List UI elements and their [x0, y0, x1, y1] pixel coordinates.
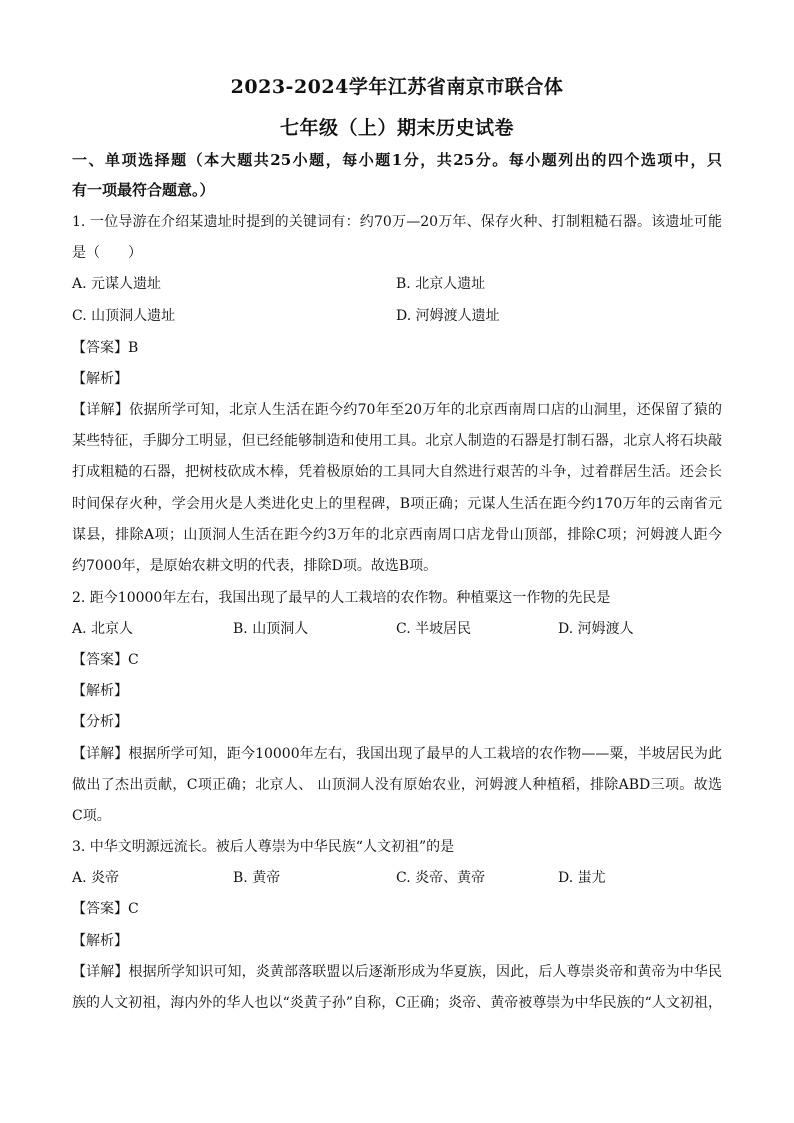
q1-analysis-label: 【解析】 [72, 371, 128, 387]
q1-answer: 【答案】B [72, 340, 139, 356]
q2-stem: 2. 距今10000年左右，我国出现了最早的人工栽培的农作物。种植粟这一作物的先民是 [72, 590, 611, 606]
q2-detail-line1: 【详解】根据所学可知，距今10000年左右，我国出现了最早的人工栽培的农作物——粟，半坡居民为此 [72, 746, 722, 762]
q2-analysis-label: 【解析】 [72, 683, 128, 699]
q2-option-b: B. 山顶洞人 [233, 621, 309, 637]
q3-analysis-label: 【解析】 [72, 933, 128, 949]
q2-answer: 【答案】C [72, 652, 139, 668]
q1-detail-line4: 时间保存火种，学会用火是人类进化史上的里程碑，B项正确；元谋人生活在距今约170万年的云南省元 [72, 496, 722, 512]
q3-stem: 3. 中华文明源远流长。被后人尊崇为中华民族“人文初祖”的是 [72, 839, 455, 855]
q2-option-c: C. 半坡居民 [396, 621, 472, 637]
q3-option-a: A. 炎帝 [72, 870, 120, 886]
q3-detail-line2: 族的人文初祖，海内外的华人也以“炎黄子孙”自称，C正确；炎帝、黄帝被尊崇为中华民族的“人文初祖， [72, 995, 722, 1011]
q1-detail-line1: 【详解】依据所学可知，北京人生活在距今约70年至20万年的北京西南周口店的山洞里，还保留了猿的 [72, 402, 722, 418]
q1-option-a: A. 元谋人遗址 [72, 276, 162, 292]
q1-detail-line5: 谋县，排除A项；山顶洞人生活在距今约3万年的北京西南周口店龙骨山顶部，排除C项；河姆渡人距今 [72, 527, 722, 543]
q1-option-b: B. 北京人遗址 [396, 276, 486, 292]
q1-option-c: C. 山顶洞人遗址 [72, 308, 176, 324]
document-title-line1: 2023-2024学年江苏省南京市联合体 [230, 76, 564, 98]
q1-stem-line1: 1. 一位导游在介绍某遗址时提到的关键词有：约70万—20万年、保存火种、打制粗糙石器。该遗址可能 [72, 214, 722, 230]
document-title-line2: 七年级（上）期末历史试卷 [279, 117, 514, 139]
q3-option-d: D. 蚩尤 [558, 870, 606, 886]
q1-detail-line2: 某些特征，手脚分工明显，但已经能够制造和使用工具。北京人制造的石器是打制石器，北京人将石块敲 [72, 433, 722, 449]
section-heading-line2: 有一项最符合题意。） [72, 181, 215, 199]
q2-detail-line3: C项。 [72, 808, 111, 824]
q1-stem-line2: 是（ ） [72, 245, 142, 261]
q1-detail-line6: 约7000年，是原始农耕文明的代表，排除D项。故选B项。 [72, 558, 438, 574]
q1-option-d: D. 河姆渡人遗址 [396, 308, 500, 324]
q1-detail-line3: 打成粗糙的石器，把树枝砍成木棒，凭着极原始的工具同大自然进行艰苦的斗争，过着群居生活。还会长 [72, 464, 722, 480]
q2-option-d: D. 河姆渡人 [558, 621, 634, 637]
q3-answer: 【答案】C [72, 901, 139, 917]
q2-fenxi-label: 【分析】 [72, 714, 128, 730]
section-heading-line1: 一、单项选择题（本大题共25小题，每小题1分，共25分。每小题列出的四个选项中，只 [72, 151, 722, 169]
q2-detail-line2: 做出了杰出贡献，C项正确；北京人、 山顶洞人没有原始农业，河姆渡人种植稻，排除ABD三项。故选 [72, 777, 722, 793]
q3-detail-line1: 【详解】根据所学知识可知，炎黄部落联盟以后逐渐形成为华夏族，因此，后人尊崇炎帝和黄帝为中华民 [72, 964, 722, 980]
q2-option-a: A. 北京人 [72, 621, 134, 637]
q3-option-b: B. 黄帝 [233, 870, 281, 886]
q3-option-c: C. 炎帝、黄帝 [396, 870, 486, 886]
